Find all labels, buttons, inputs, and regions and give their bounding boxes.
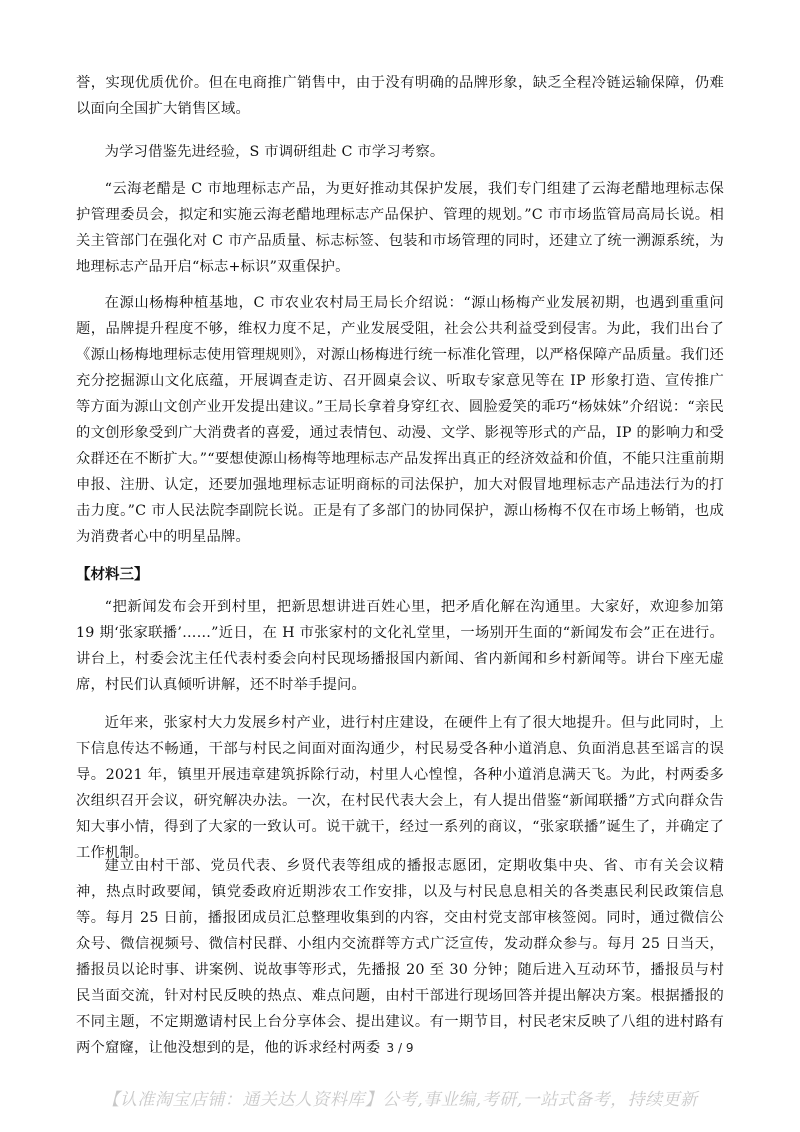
paragraph-mechanism: 建立由村干部、党员代表、乡贤代表等组成的播报志愿团，定期收集中央、省、市有关会议精神，热点时政要闻，镇党委政府近期涉农工作安排，以及与村民息息相关的各类惠民利民政策信息等。每月 25 日前，播报团成员汇总整理收集到的内容，交由村党支部审核签阅。同时，通过微信公众号、微信视频号、微信村民群、小组内交流群等方式广泛宣传，发动群众参与。每月 25 日当天，播报员以论时事、讲案例、说故事等形式，先播报 20 至 30 分钟；随后进入互动环节，播报员与村民当面交流，针对村民反映的热点、难点问题，由村干部进行现场回答并提出解决方案。根据播报的不同主题，不定期邀请村民上台分享体会、提出建议。有一期节目，村民老宋反映了八组的进村路有两个窟窿，让他没想到的是，他的诉求经村两委 (76, 858, 724, 1056)
paragraph-continuation: 誉，实现优质优价。但在电商推广销售中，由于没有明确的品牌形象，缺乏全程冷链运输保障，仍难以面向全国扩大销售区域。 (76, 75, 724, 117)
paragraph-vinegar: “云海老醋是 C 市地理标志产品，为更好推动其保护发展，我们专门组建了云海老醋地理标志保护管理委员会，拟定和实施云海老醋地理标志产品保护、管理的规划。”C 市市场监管局高局长说。相关主管部门在强化对 C 市产品质量、标志标签、包装和市场管理的同时，还建立了统一溯源系统，为地理标志产品开启“标志+标识”双重保护。 (76, 181, 724, 275)
page-number: 3 / 9 (386, 1041, 414, 1055)
paragraph-study-trip: 为学习借鉴先进经验，S 市调研组赴 C 市学习考察。 (104, 144, 445, 160)
watermark-text: 【认准淘宝店铺：通关达人资料库】公考,事业编,考研,一站式备考，持续更新 (102, 1090, 698, 1110)
paragraph-background: 近年来，张家村大力发展乡村产业，进行村庄建设，在硬件上有了很大地提升。但与此同时，上下信息传达不畅通，干部与村民之间面对面沟通少，村民易受各种小道消息、负面消息甚至谣言的误导。2021 年，镇里开展违章建筑拆除行动，村里人心惶惶，各种小道消息满天飞。为此，村两委多次组织召开会议，研究解决办法。一次，在村民代表大会上，有人提出借鉴“新闻联播”方式向群众告知大事小情，得到了大家的一致认可。说干就干，经过一系列的商议，“张家联播”诞生了，并确定了工作机制。 (76, 715, 724, 861)
paragraph-news-conference: “把新闻发布会开到村里，把新思想讲进百姓心里，把矛盾化解在沟通里。大家好，欢迎参加第 19 期‘张家联播’……”近日，在 H 市张家村的文化礼堂里，一场别开生面的“新闻发布会”正在进行。讲台上，村委会沈主任代表村委会向村民现场播报国内新闻、省内新闻和乡村新闻等。讲台下座无虚席，村民们认真倾听讲解，还不时举手提问。 (76, 599, 724, 693)
paragraph-bayberry: 在源山杨梅种植基地，C 市农业农村局王局长介绍说：“源山杨梅产业发展初期，也遇到重重问题，品牌提升程度不够，维权力度不足，产业发展受阻，社会公共利益受到侵害。为此，我们出台了《源山杨梅地理标志使用管理规则》，对源山杨梅进行统一标准化管理，以严格保障产品质量。我们还充分挖掘源山文化底蕴，开展调查走访、召开圆桌会议、听取专家意见等在 IP 形象打造、宣传推广等方面为源山文创产业开发提出建议。”王局长拿着身穿红衣、圆脸爱笑的乖巧“杨妹妹”介绍说：“亲民的文创形象受到广大消费者的喜爱，通过表情包、动漫、文学、影视等形式的产品，IP 的影响力和受众群还在不断扩大。”“要想使源山杨梅等地理标志产品发挥出真正的经济效益和价值，不能只注重前期申报、注册、认定，还要加强地理标志证明商标的司法保护，加大对假冒地理标志产品违法行为的打击力度。”C 市人民法院李副院长说。正是有了多部门的协同保护，源山杨梅不仅在市场上畅销，也成为消费者心中的明星品牌。 (76, 295, 724, 545)
section-heading: 【材料三】 (76, 567, 149, 583)
